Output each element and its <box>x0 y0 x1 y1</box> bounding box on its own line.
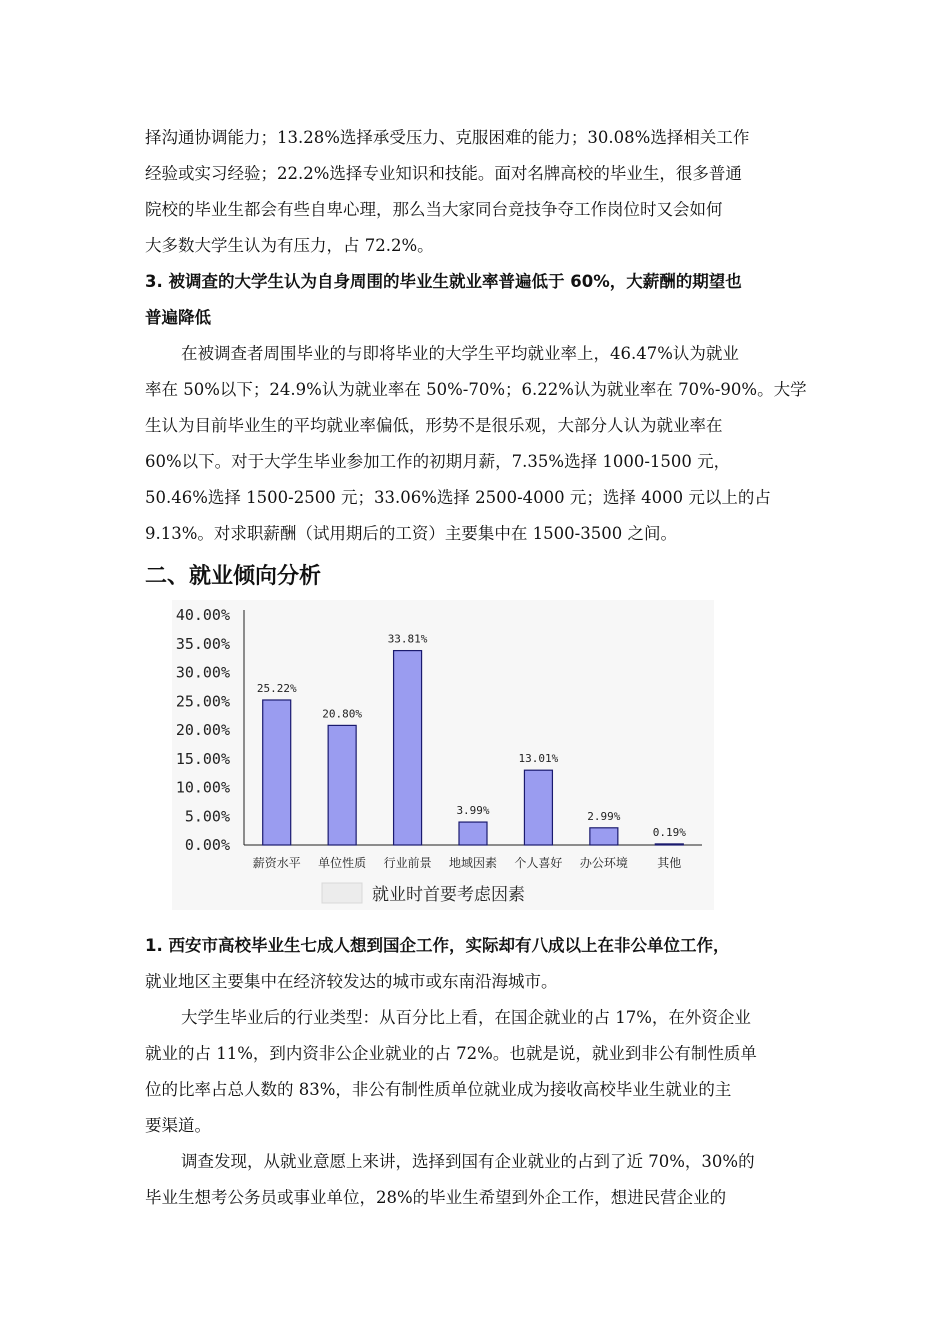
data-label: 3.99% <box>456 804 490 818</box>
text-line: 大多数大学生认为有压力，占 72.2%。 <box>145 236 434 255</box>
y-tick-label: 15.00% <box>175 749 230 768</box>
y-tick-label: 30.00% <box>175 663 230 682</box>
y-tick-label: 5.00% <box>184 807 230 826</box>
x-tick-label: 行业前景 <box>383 856 432 870</box>
chart-svg <box>172 600 714 910</box>
y-tick-label: 20.00% <box>175 721 230 739</box>
x-tick-label: 办公环境 <box>579 856 628 870</box>
bar <box>328 725 356 845</box>
chart-caption: 就业时首要考虑因素 <box>372 885 525 905</box>
x-tick-label: 地域因素 <box>448 856 498 870</box>
y-tick-label: 0.00% <box>184 836 230 854</box>
y-tick-label: 25.00% <box>175 692 230 711</box>
text-line: 9.13%。对求职薪酬（试用期后的工资）主要集中在 1500-3500 之间。 <box>145 524 677 543</box>
point-3-heading <box>145 264 810 336</box>
section-title: 二、就业倾向分析 <box>145 564 322 589</box>
text-line: 毕业生想考公务员或事业单位，28%的毕业生希望到外企工作，想进民营企业的 <box>145 1188 727 1207</box>
bar-chart <box>172 600 714 910</box>
y-tick-label: 10.00% <box>175 778 230 797</box>
x-tick-label: 薪资水平 <box>252 856 301 870</box>
x-tick-label: 个人喜好 <box>514 856 563 870</box>
text-line: 3. 被调查的大学生认为自身周围的毕业生就业率普遍低于 60%，大薪酬的期望也 <box>145 272 742 291</box>
bar <box>590 828 618 845</box>
text-line: 要渠道。 <box>145 1116 211 1135</box>
paragraph-competencies <box>145 120 810 264</box>
text-line: 院校的毕业生都会有些自卑心理，那么当大家同台竞技争夺工作岗位时又会如何 <box>145 200 723 219</box>
data-label: 0.19% <box>652 825 686 839</box>
caption-placeholder-box <box>322 883 362 903</box>
y-tick-label: 35.00% <box>175 634 230 653</box>
data-label: 20.80% <box>322 707 363 721</box>
data-label: 2.99% <box>587 809 621 823</box>
paragraph-survey-findings <box>145 1144 810 1216</box>
text-line: 经验或实习经验；22.2%选择专业知识和技能。面对名牌高校的毕业生，很多普通 <box>145 164 742 183</box>
x-tick-label: 其他 <box>657 856 682 870</box>
text-line: 生认为目前毕业生的平均就业率偏低，形势不是很乐观，大部分人认为就业率在 <box>145 416 723 435</box>
bar <box>394 651 422 845</box>
text-line: 普遍降低 <box>145 308 211 327</box>
bar <box>524 770 552 845</box>
bar <box>263 700 291 845</box>
text-line: 择沟通协调能力；13.28%选择承受压力、克服困难的能力；30.08%选择相关工作 <box>145 128 750 147</box>
text-line: 就业的占 11%，到内资非公企业就业的占 72%。也就是说，就业到非公有制性质单 <box>145 1044 757 1063</box>
text-line: 就业地区主要集中在经济较发达的城市或东南沿海城市。 <box>145 972 558 991</box>
text-line: 60%以下。对于大学生毕业参加工作的初期月薪，7.35%选择 1000-1500 元， <box>145 452 731 471</box>
point-1-heading <box>145 928 810 1000</box>
data-label: 13.01% <box>518 752 559 766</box>
paragraph-employment-rate <box>145 336 810 552</box>
bar <box>655 844 683 845</box>
bar <box>459 822 487 845</box>
text-line: 调查发现，从就业意愿上来讲，选择到国有企业就业的占到了近 70%，30%的 <box>181 1152 755 1171</box>
data-label: 33.81% <box>387 632 428 646</box>
text-line: 1. 西安市高校毕业生七成人想到国企工作，实际却有八成以上在非公单位工作， <box>145 936 730 955</box>
x-tick-label: 单位性质 <box>318 856 367 870</box>
text-line: 大学生毕业后的行业类型：从百分比上看，在国企就业的占 17%，在外资企业 <box>181 1008 751 1027</box>
text-line: 位的比率占总人数的 83%，非公有制性质单位就业成为接收高校毕业生就业的主 <box>145 1080 732 1099</box>
y-tick-label: 40.00% <box>175 606 230 624</box>
text-line: 率在 50%以下；24.9%认为就业率在 50%-70%；6.22%认为就业率在 70%-90%。大学 <box>145 380 807 399</box>
paragraph-industry-type <box>145 1000 810 1144</box>
text-line: 在被调查者周围毕业的与即将毕业的大学生平均就业率上，46.47%认为就业 <box>181 344 739 363</box>
text-line: 50.46%选择 1500-2500 元；33.06%选择 2500-4000 元；选择 4000 元以上的占 <box>145 488 771 507</box>
data-label: 25.22% <box>256 681 297 695</box>
